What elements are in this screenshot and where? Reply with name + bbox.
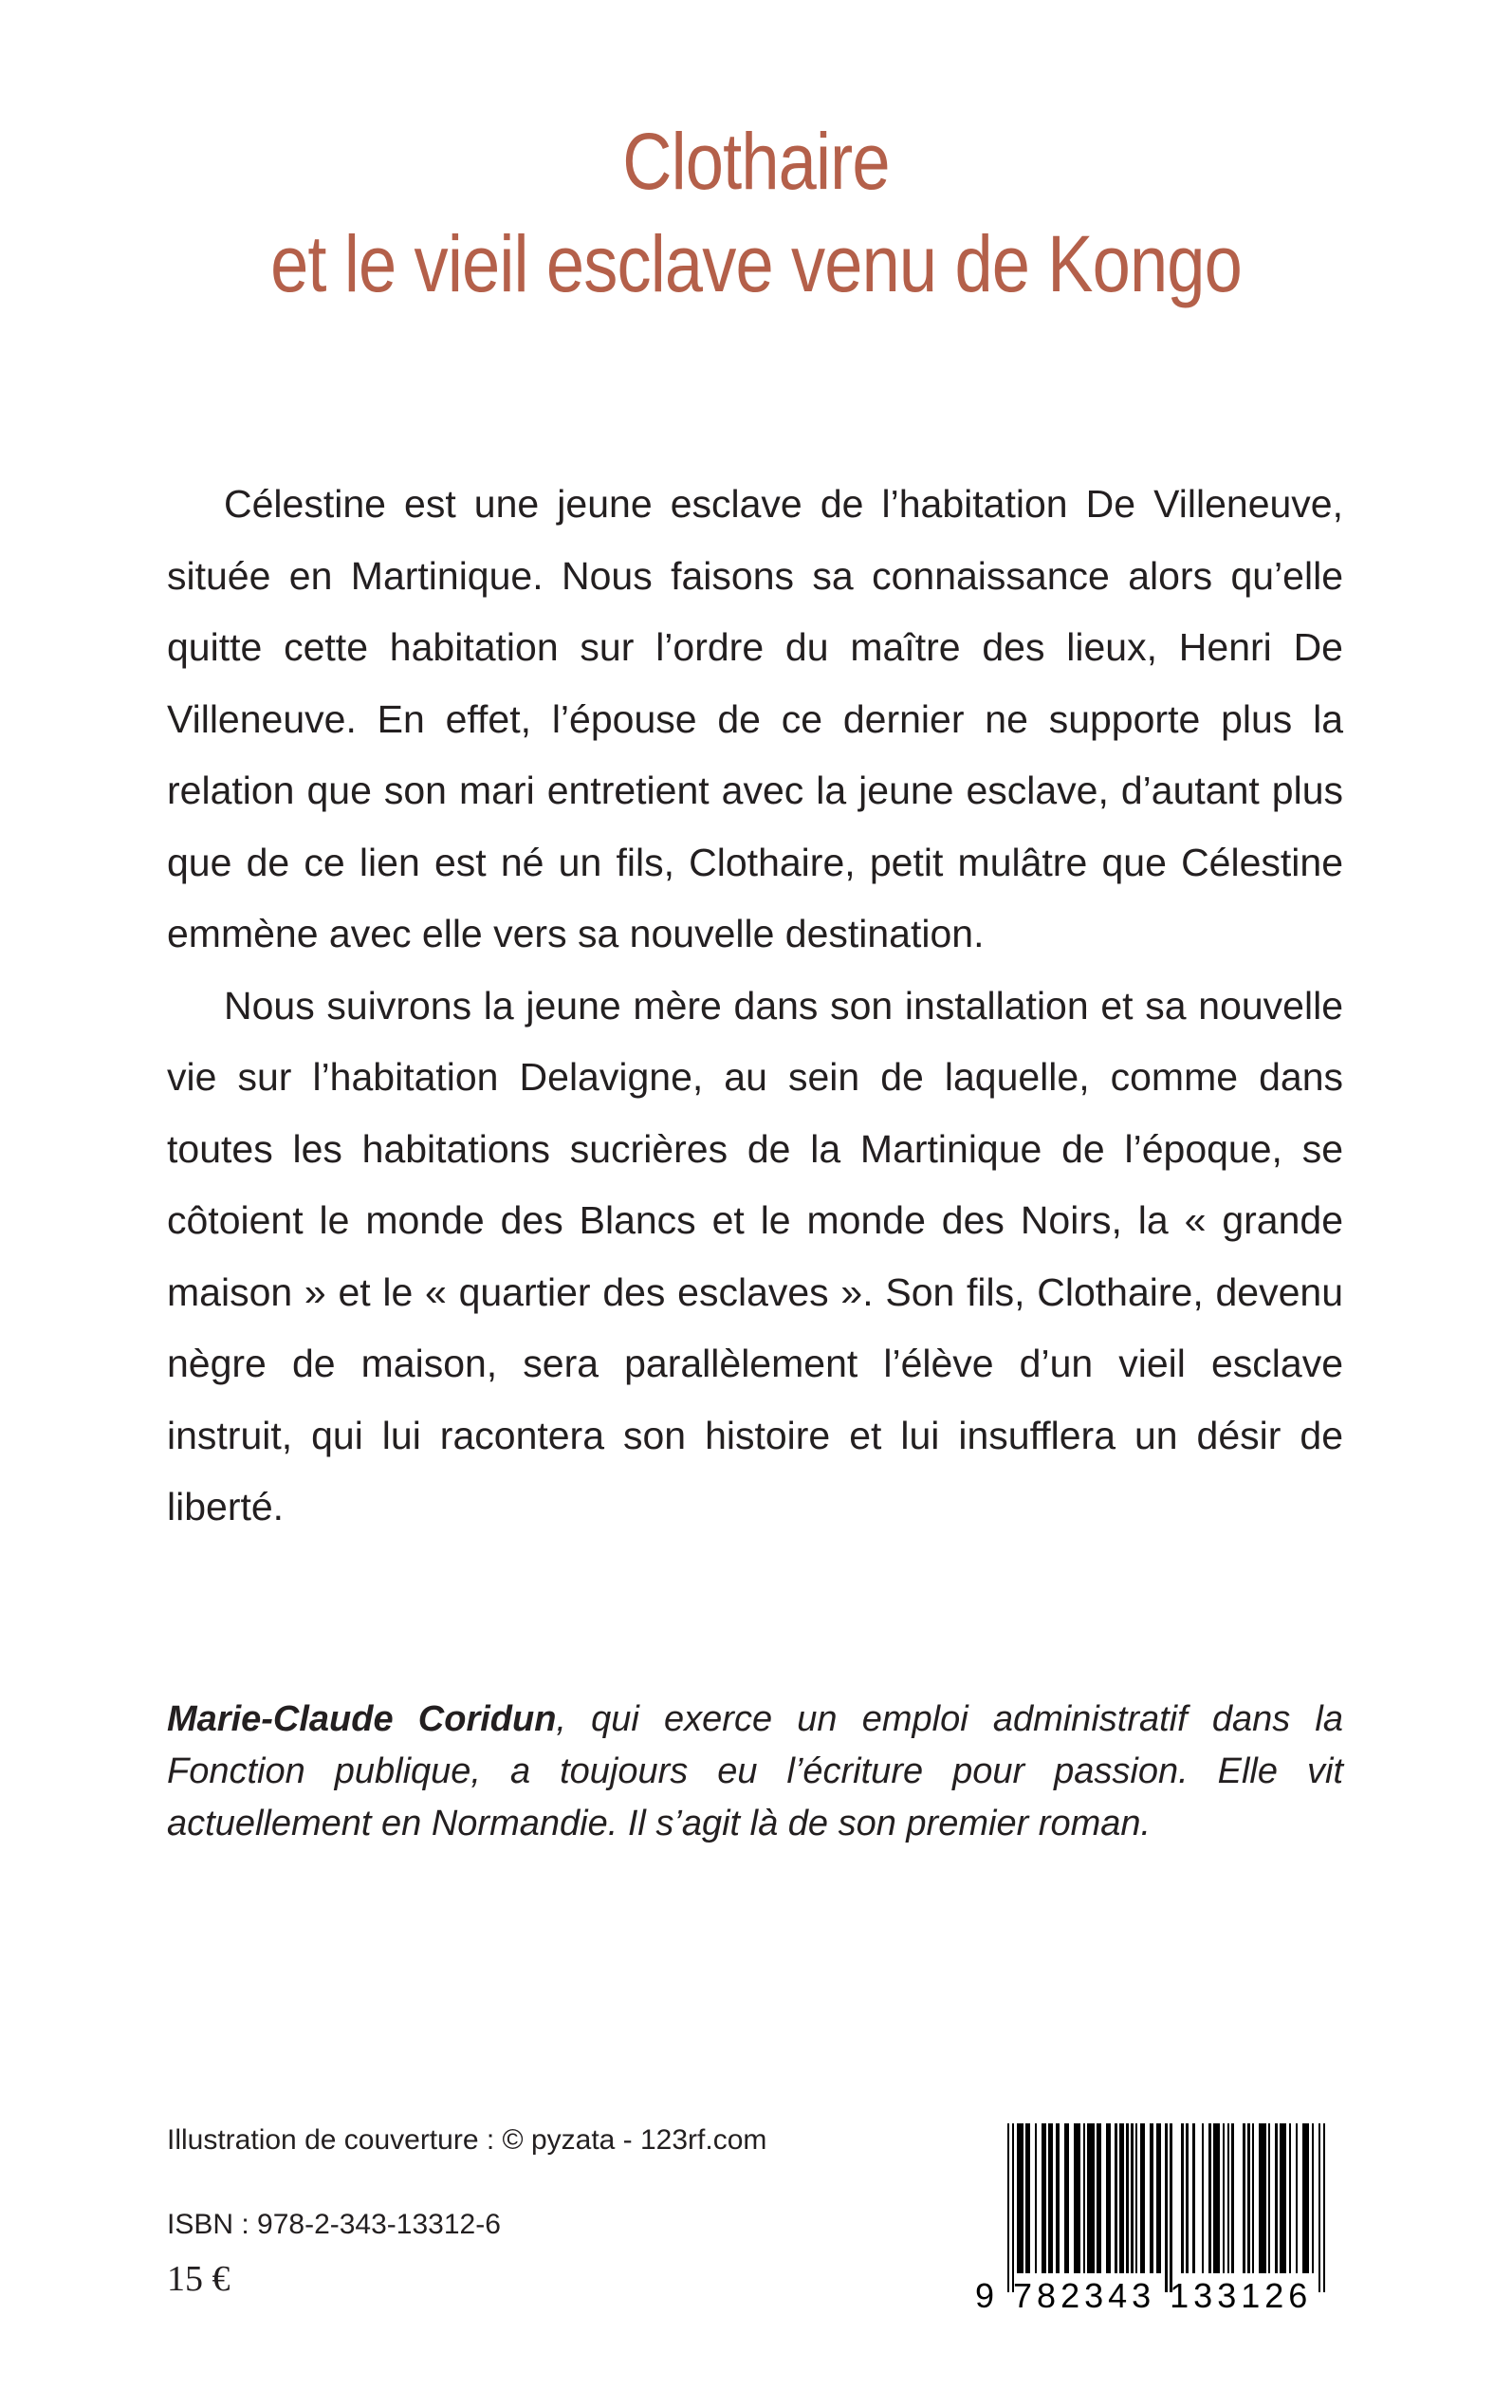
title-line-1: Clothaire	[622, 117, 890, 206]
author-bio-text: , qui exerce un emploi administratif dans la Fonction publique, a toujours eu l’écriture pour passion. Elle vit actuellement en Normandie. Il s’agit là de son premier roman.	[167, 1699, 1343, 1843]
barcode-bar	[1017, 2123, 1023, 2273]
illustration-credit: Illustration de couverture : © pyzata - 123rf.com	[167, 2124, 767, 2156]
price: 15 €	[167, 2259, 230, 2299]
author-bio	[167, 1694, 1343, 1850]
back-cover-blurb	[167, 469, 1343, 1544]
barcode-space	[1234, 2123, 1244, 2273]
barcode-space	[1172, 2123, 1182, 2273]
barcode-bar	[1323, 2123, 1325, 2292]
barcode-bar	[1074, 2123, 1080, 2273]
barcode-bar	[1213, 2123, 1220, 2273]
barcode-bars	[1007, 2123, 1326, 2287]
barcode-bar	[1280, 2123, 1286, 2273]
barcode-bar	[1259, 2123, 1265, 2273]
barcode-space	[1195, 2123, 1202, 2273]
barcode	[975, 2123, 1326, 2318]
barcode-bar	[1302, 2123, 1309, 2273]
barcode-digits: 9 782343 133126	[975, 2276, 1313, 2315]
barcode-bar	[1087, 2123, 1094, 2273]
isbn: ISBN : 978-2-343-13312-6	[167, 2209, 501, 2240]
author-name: Marie-Claude Coridun	[167, 1699, 557, 1739]
blurb-paragraph-1: Célestine est une jeune esclave de l’habitation De Villeneuve, située en Martinique. Nous faisons sa connaissance alors qu’elle quitte cette habitation sur l’ordre du maître des lieux, Henri De Villeneuve. En effet, l’épouse de ce dernier ne supporte plus la relation que son mari entretient avec la jeune esclave, d’autant plus que de ce lien est né un fils, Clothaire, petit mulâtre que Célestine emmène avec elle vers sa nouvelle destination.	[167, 482, 1343, 955]
title-line-2: et le vieil esclave venu de Kongo	[270, 219, 1242, 308]
blurb-paragraph-2: Nous suivrons la jeune mère dans son installation et sa nouvelle vie sur l’habitation Delavigne, au sein de laquelle, comme dans toutes les habitations sucrières de la Martinique de l’époque, se côtoient le monde des Blancs et le monde des Noirs, la « grande maison » et le « quartier des esclaves ». Son fils, Clothaire, devenu nègre de maison, sera parallèlement l’élève d’un vieil esclave instruit, qui lui racontera son histoire et lui insufflera un désir de liberté.	[167, 983, 1343, 1528]
